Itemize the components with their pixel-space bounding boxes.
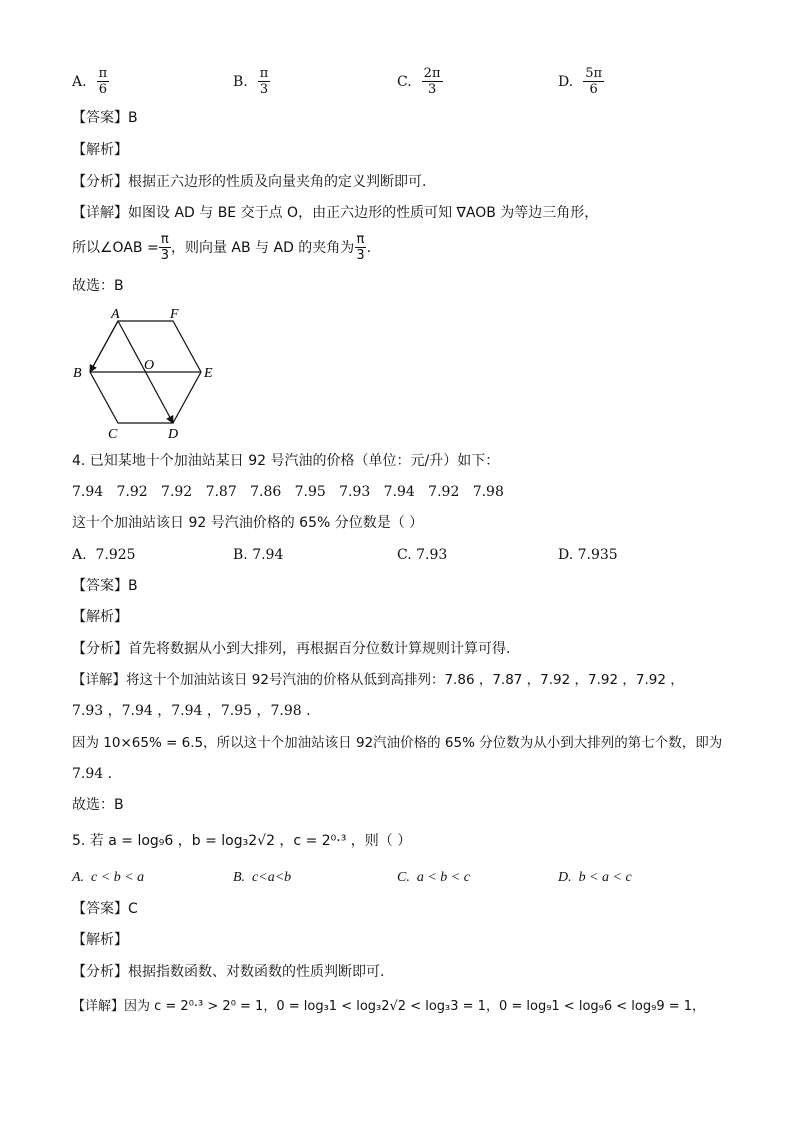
- q5-stem: 5. 若 a = log₉6 ，b = log₃2√2 ，c = 2⁰·³ ，则（ ）: [72, 833, 412, 849]
- q4-analysis: 【分析】首先将数据从小到大排列，再根据百分位数计算规则计算可得.: [72, 641, 511, 657]
- q4-detail-line1: 【详解】将这十个加油站该日 92号汽油的价格从低到高排列：7.86 ，7.87 ，7.92 ，7.92 ，7.92 ，: [72, 672, 684, 688]
- fraction: $\frac{5\pi}{6}$: [585, 66, 603, 97]
- q3-option-d: [558, 66, 604, 97]
- q5-option-d: D. b < a < c: [558, 870, 632, 885]
- option-letter: D.: [558, 73, 574, 90]
- fraction: $\frac{2\pi}{3}$: [423, 66, 441, 97]
- option-letter: C.: [397, 73, 412, 90]
- q5-detail-line1: 【详解】因为 c = 2⁰·³ > 2⁰ = 1，0 = log₃1 < log₃2√2 < log₃3 = 1，0 = log₉1 < log₉6 < log₉9 = 1，: [72, 999, 706, 1014]
- q5-option-b: B. c<a<b: [233, 870, 292, 885]
- q3-option-a: [72, 66, 109, 97]
- q4-detail-line4: 7.94 .: [72, 766, 113, 782]
- q4-option-c: C. 7.93: [397, 547, 448, 563]
- label-o: O: [144, 358, 155, 373]
- label-f: F: [170, 307, 179, 322]
- q5-option-a: A. c < b < a: [72, 870, 145, 885]
- q5-option-c: C. a < b < c: [397, 870, 470, 885]
- q4-answer: 【答案】B: [72, 578, 138, 594]
- label-c: C: [108, 427, 118, 442]
- label-b: B: [73, 366, 82, 381]
- q5-analysis: 【分析】根据指数函数、对数函数的性质判断即可.: [72, 964, 385, 980]
- q4-option-b: B. 7.94: [233, 547, 284, 563]
- fraction: $\frac{\pi}{3}$: [356, 232, 365, 263]
- fraction: $\frac{\pi}{3}$: [160, 232, 169, 263]
- q3-option-c: [397, 66, 443, 97]
- q4-jiexi: 【解析】: [72, 609, 128, 625]
- q4-data: 7.94 7.92 7.92 7.87 7.86 7.95 7.93 7.94 7.92 7.98: [72, 484, 504, 500]
- q5-answer: 【答案】C: [72, 901, 138, 917]
- q4-detail-line3: 因为 10×65% = 6.5，所以这十个加油站该日 92汽油价格的 65% 分位数为从小到大排列的第七个数，即为: [72, 735, 723, 751]
- q3-detail-line2: 所以∠OAB = $\frac{\pi}{3}$ ，则向量 AB 与 AD 的夹角为 $\frac{\pi}{3}$ .: [72, 232, 372, 263]
- option-letter: A.: [72, 73, 87, 90]
- q3-answer: 【答案】B: [72, 110, 138, 126]
- option-letter: B.: [233, 73, 248, 90]
- label-d: D: [168, 427, 179, 442]
- q3-analysis: 【分析】根据正六边形的性质及向量夹角的定义判断即可.: [72, 174, 427, 190]
- label-e: E: [204, 366, 213, 381]
- q3-option-b: [233, 66, 270, 97]
- q4-question: 这十个加油站该日 92 号汽油价格的 65% 分位数是（ ）: [72, 515, 424, 531]
- q4-option-a: A. 7.925: [72, 547, 136, 563]
- fraction: $\frac{\pi}{6}$: [98, 66, 108, 97]
- q3-detail-line1: 【详解】如图设 AD 与 BE 交于点 O，由正六边形的性质可知 ∇AOB 为等边三角形，: [72, 205, 599, 221]
- q3-choose: 故选：B: [72, 278, 124, 294]
- q5-jiexi: 【解析】: [72, 932, 128, 948]
- label-a: A: [111, 307, 120, 322]
- q3-jiexi: 【解析】: [72, 142, 128, 158]
- q4-choose: 故选：B: [72, 797, 124, 813]
- vector-ab: [90, 321, 118, 372]
- q4-stem: 4. 已知某地十个加油站某日 92 号汽油的价格（单位：元/升）如下：: [72, 453, 500, 469]
- fraction: $\frac{\pi}{3}$: [259, 66, 269, 97]
- hexagon-diagram: [68, 302, 228, 442]
- q4-option-d: D. 7.935: [558, 547, 618, 563]
- q4-detail-line2: 7.93 ，7.94 ，7.94 ，7.95 ，7.98 .: [72, 703, 311, 719]
